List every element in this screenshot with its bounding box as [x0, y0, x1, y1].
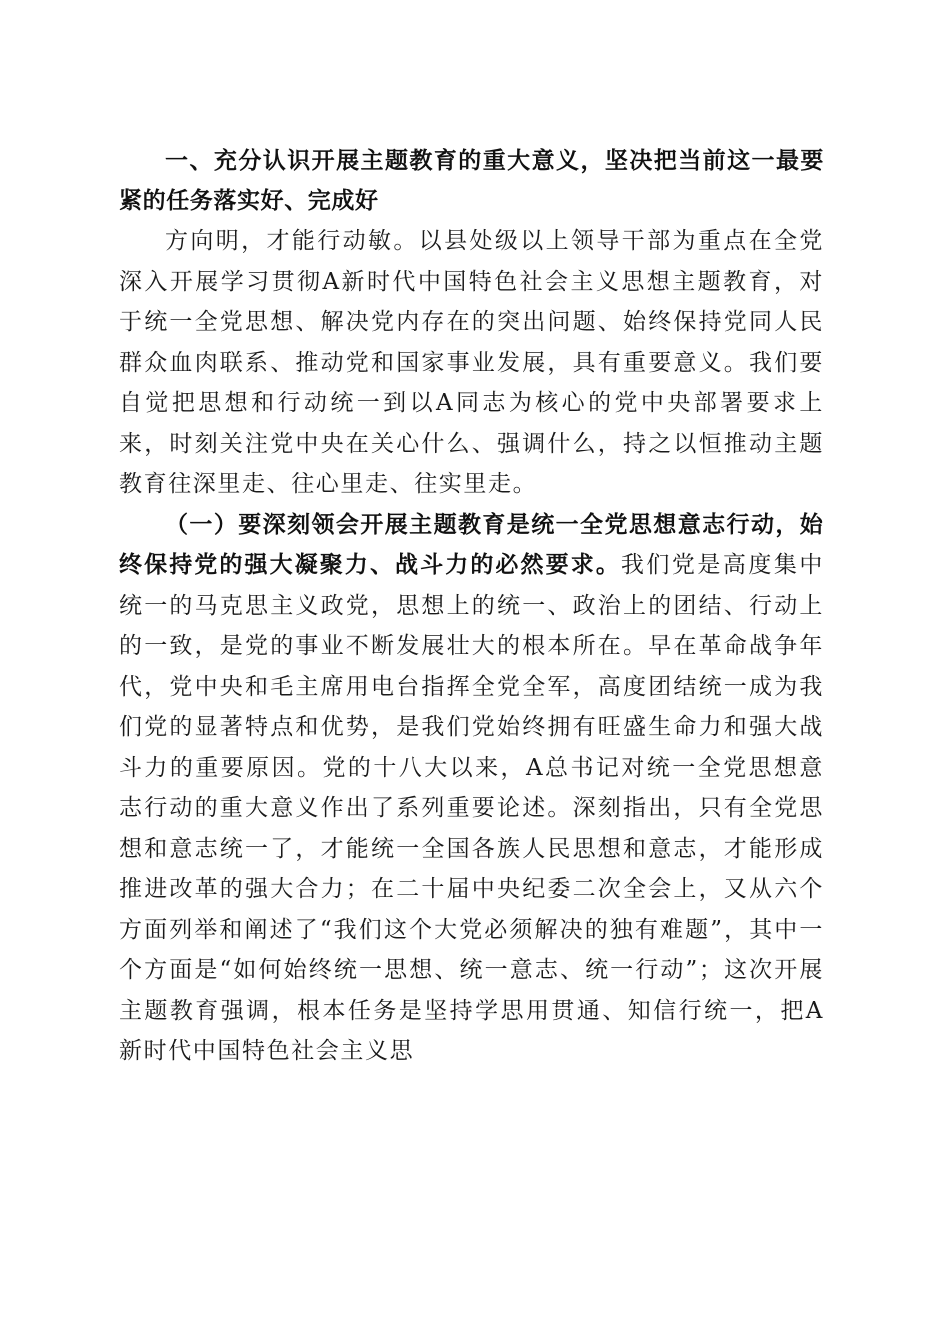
paragraph-subsection-1: [119, 505, 824, 1072]
section-heading: 一、充分认识开展主题教育的重大意义，坚决把当前这一最要紧的任务落实好、完成好: [119, 148, 824, 214]
subsection-heading: （一）要深刻领会开展主题教育是统一全党思想意志行动，始终保持党的强大凝聚力、战斗力的必然要求。: [119, 511, 824, 578]
document-body: [119, 141, 824, 1072]
subsection-body: 我们党是高度集中统一的马克思主义政党，思想上的统一、政治上的团结、行动上的一致，是党的事业不断发展壮大的根本所在。早在革命战争年代，党中央和毛主席用电台指挥全党全军，高度团结统一成为我们党的显著特点和优势，是我们党始终拥有旺盛生命力和强大战斗力的重要原因。党的十八大以来，A总书记对统一全党思想意志行动的重大意义作出了系列重要论述。深刻指出，只有全党思想和意志统一了，才能统一全国各族人民思想和意志，才能形成推进改革的强大合力；在二十届中央纪委二次全会上，又从六个方面列举和阐述了“我们这个大党必须解决的独有难题”，其中一个方面是“如何始终统一思想、统一意志、统一行动”；这次开展主题教育强调，根本任务是坚持学思用贯通、知信行统一，把A新时代中国特色社会主义思: [119, 552, 824, 1064]
paragraph-intro: 方向明，才能行动敏。以县处级以上领导干部为重点在全党深入开展学习贯彻A新时代中国特色社会主义思想主题教育，对于统一全党思想、解决党内存在的突出问题、始终保持党同人民群众血肉联系、推动党和国家事业发展，具有重要意义。我们要自觉把思想和行动统一到以A同志为核心的党中央部署要求上来，时刻关注党中央在关心什么、强调什么，持之以恒推动主题教育往深里走、往心里走、往实里走。: [119, 228, 824, 497]
